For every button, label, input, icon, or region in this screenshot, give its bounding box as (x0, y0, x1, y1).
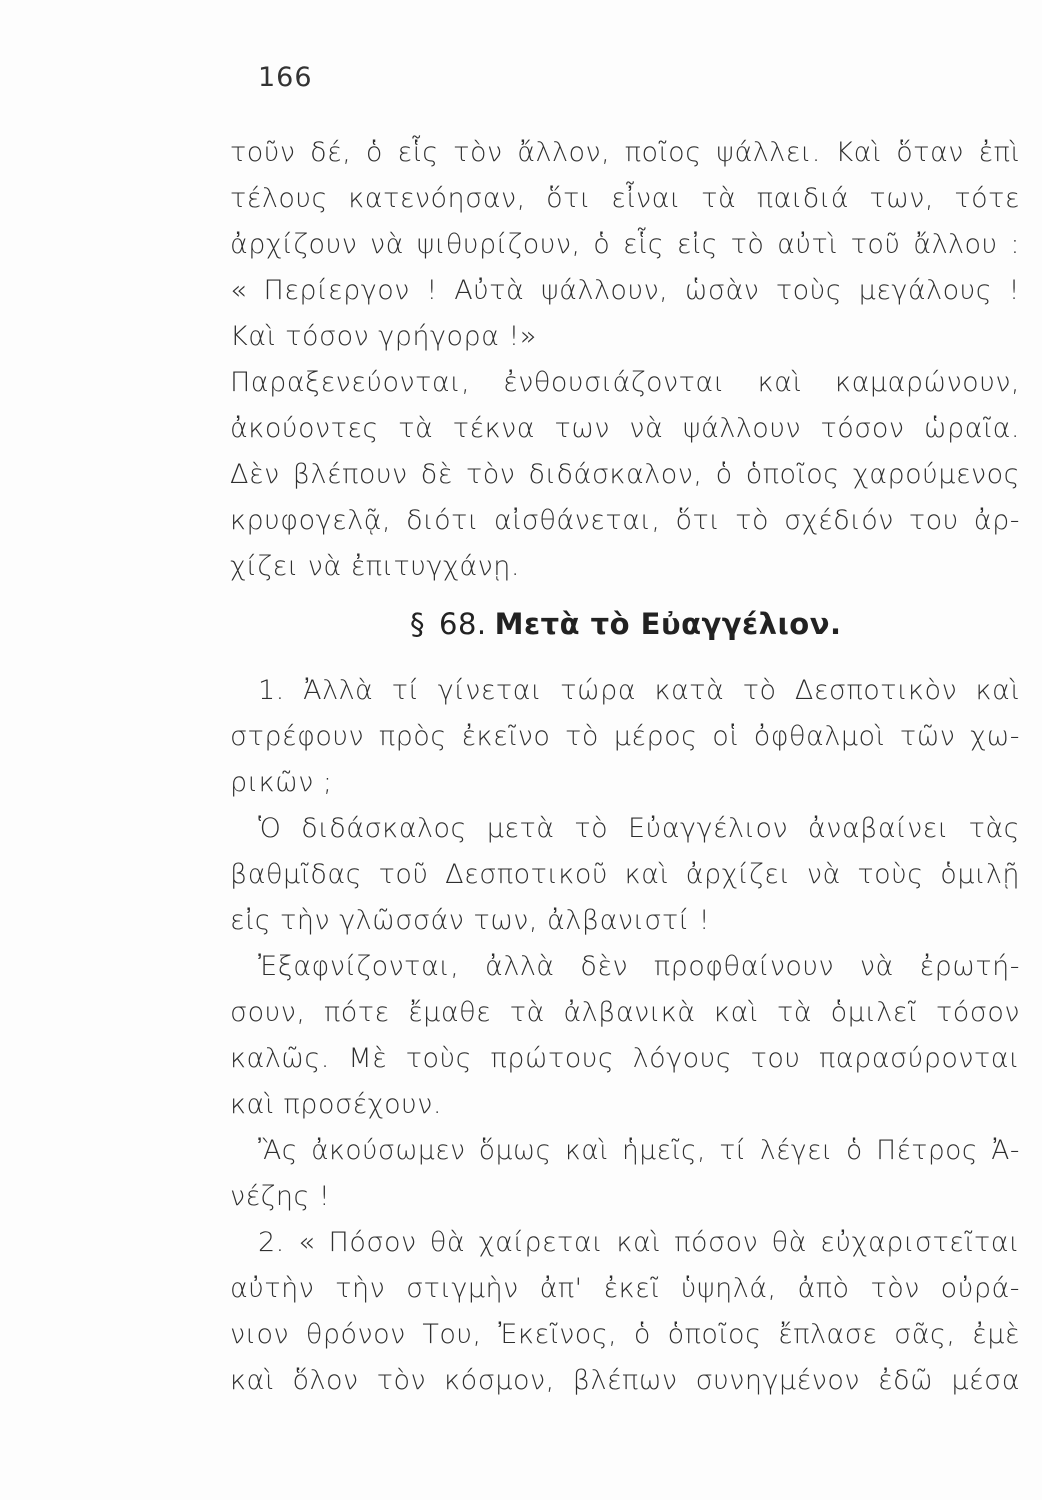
text-line: ἀρχίζουν νὰ ψιθυρίζουν, ὁ εἷς εἰς τὸ αὐτὶ τοῦ ἄλλου : (230, 229, 1020, 260)
text-line: 2. « Πόσον θὰ χαίρεται καὶ πόσον θὰ εὐχαριστεῖται (258, 1227, 1020, 1258)
text-block-section-68 (230, 668, 1020, 1404)
text-line: νέζης ! (230, 1181, 331, 1212)
section-heading (410, 607, 842, 641)
text-line: αὐτὴν τὴν στιγμὴν ἀπ' ἐκεῖ ὑψηλά, ἀπὸ τὸν οὐρά- (230, 1273, 1020, 1304)
section-sign: § (410, 607, 425, 641)
text-line: Ἂς ἀκούσωμεν ὅμως καὶ ἡμεῖς, τί λέγει ὁ Πέτρος Ἀ- (258, 1135, 1020, 1166)
text-line: κρυφογελᾷ, διότι αἰσθάνεται, ὅτι τὸ σχέδιόν του ἀρ- (230, 505, 1020, 536)
text-line: τοῦν δέ, ὁ εἷς τὸν ἄλλον, ποῖος ψάλλει. Καὶ ὅταν ἐπὶ (230, 137, 1020, 168)
text-line: « Περίεργον ! Αὐτὰ ψάλλουν, ὡσὰν τοὺς μεγάλους ! (230, 275, 1020, 306)
text-line: καλῶς. Μὲ τοὺς πρώτους λόγους του παρασύρονται (230, 1043, 1020, 1074)
text-line: εἰς τὴν γλῶσσάν των, ἀλβανιστί ! (230, 905, 711, 936)
text-block-continuation (230, 130, 1020, 590)
text-line: καὶ ὅλον τὸν κόσμον, βλέπων συνηγμένον ἐδῶ μέσα (230, 1365, 1020, 1396)
section-number: 68. (439, 607, 487, 641)
section-title: Μετὰ τὸ Εὐαγγέλιον. (494, 607, 842, 641)
text-line: χίζει νὰ ἐπιτυγχάνῃ. (230, 551, 520, 582)
text-line: ρικῶν ; (230, 767, 333, 798)
text-line: βαθμῖδας τοῦ Δεσποτικοῦ καὶ ἀρχίζει νὰ τοὺς ὁμιλῇ (230, 859, 1020, 890)
text-line: Ὁ διδάσκαλος μετὰ τὸ Εὐαγγέλιον ἀναβαίνει τὰς (258, 813, 1020, 844)
text-line: στρέφουν πρὸς ἐκεῖνο τὸ μέρος οἱ ὀφθαλμοὶ τῶν χω- (230, 721, 1020, 752)
text-line: τέλους κατενόησαν, ὅτι εἶναι τὰ παιδιά των, τότε (230, 183, 1020, 214)
text-line: σουν, πότε ἔμαθε τὰ ἀλβανικὰ καὶ τὰ ὁμιλεῖ τόσον (230, 997, 1020, 1028)
text-line: Παραξενεύονται, ἐνθουσιάζονται καὶ καμαρώνουν, (230, 367, 1020, 398)
text-line: Ἐξαφνίζονται, ἀλλὰ δὲν προφθαίνουν νὰ ἐρωτή- (258, 951, 1020, 982)
page-number: 166 (258, 62, 313, 93)
text-line: καὶ προσέχουν. (230, 1089, 442, 1120)
text-line: Δὲν βλέπουν δὲ τὸν διδάσκαλον, ὁ ὁποῖος χαρούμενος (230, 459, 1020, 490)
text-line: Καὶ τόσον γρήγορα !» (230, 321, 537, 352)
text-line: ἀκούοντες τὰ τέκνα των νὰ ψάλλουν τόσον ὡραῖα. (230, 413, 1020, 444)
text-line: νιον θρόνον Του, Ἐκεῖνος, ὁ ὁποῖος ἔπλασε σᾶς, ἐμὲ (230, 1319, 1020, 1350)
text-line: 1. Ἀλλὰ τί γίνεται τώρα κατὰ τὸ Δεσποτικὸν καὶ (258, 675, 1020, 706)
